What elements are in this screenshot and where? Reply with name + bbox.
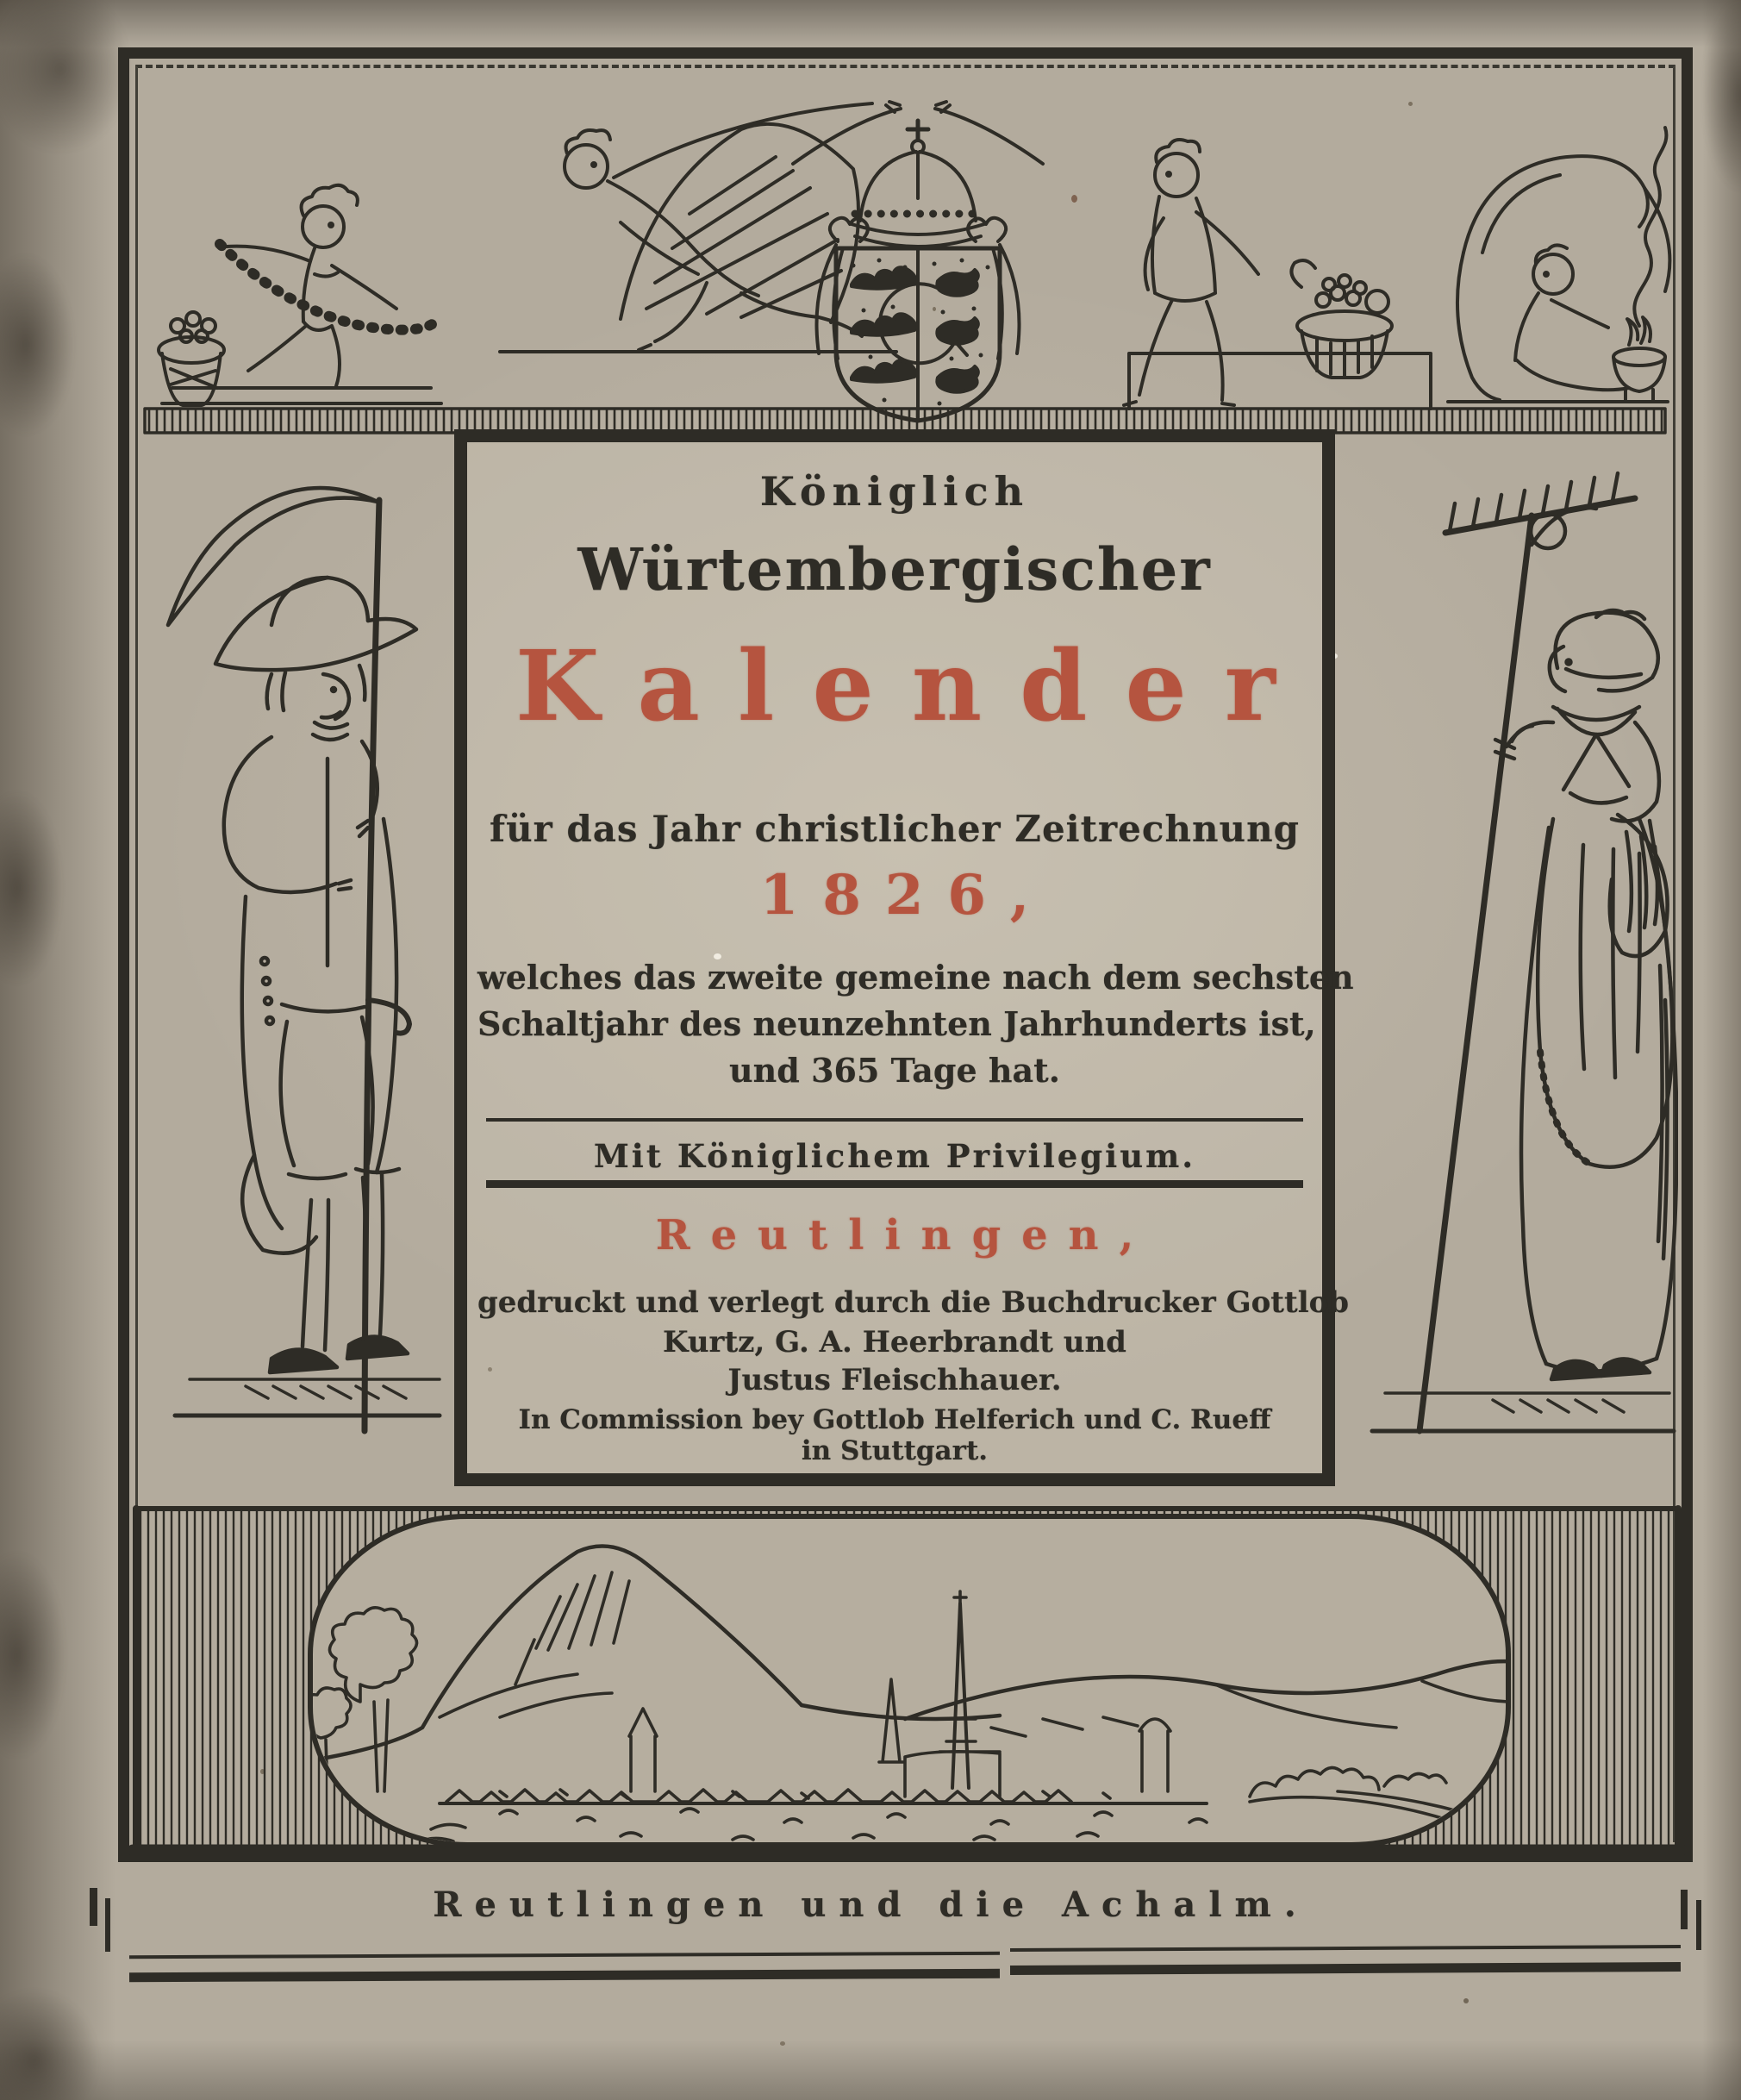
imprint-line3: Justus Fleischhauer. bbox=[727, 1363, 1062, 1397]
paper-speck bbox=[1463, 1998, 1469, 2003]
title-panel bbox=[454, 429, 1354, 1486]
imprint-line1: gedruckt und verlegt durch die Buchdrucker Gottlob bbox=[477, 1285, 1350, 1320]
spine-wear-mark bbox=[0, 759, 78, 1017]
main-title: Kalender bbox=[515, 630, 1314, 743]
mower-figure bbox=[215, 578, 416, 1372]
header-line2: Würtembergischer bbox=[577, 535, 1212, 603]
autumn-putto-illustration bbox=[1124, 140, 1431, 409]
description-line3: und 365 Tage hat. bbox=[729, 1051, 1060, 1090]
paper-speck bbox=[780, 2041, 785, 2046]
putto-hand-right bbox=[935, 102, 1043, 164]
vignette-caption: Reutlingen und die Achalm. bbox=[433, 1884, 1309, 1925]
thick-rule bbox=[486, 1180, 1303, 1188]
mower-with-scythe-illustration bbox=[142, 448, 448, 1483]
spine-wear-mark bbox=[0, 224, 90, 466]
woman-figure bbox=[1495, 610, 1676, 1379]
closing-thick-rule-right bbox=[1010, 1962, 1681, 1975]
description-line2: Schaltjahr des neunzehnten Jahrhunderts ist, bbox=[477, 1004, 1316, 1043]
commission-line2: in Stuttgart. bbox=[801, 1435, 989, 1466]
place-line: Reutlingen, bbox=[655, 1211, 1155, 1259]
frame-remnant-tick bbox=[1681, 1890, 1688, 1929]
winter-putto-illustration bbox=[1448, 128, 1669, 402]
scythe-icon bbox=[168, 488, 409, 1431]
subtitle: für das Jahr christlicher Zeitrechnung bbox=[490, 808, 1300, 850]
edge-wear-mark bbox=[1689, 0, 1741, 224]
frame-remnant-tick bbox=[105, 1898, 110, 1952]
frame-remnant-tick bbox=[90, 1888, 97, 1926]
imprint-line2: Kurtz, G. A. Heerbrandt und bbox=[663, 1325, 1126, 1359]
spring-putto-illustration bbox=[159, 185, 441, 405]
year: 1826, bbox=[759, 863, 1054, 928]
closing-thick-rule-left bbox=[129, 1969, 1000, 1982]
description-line1: welches das zweite gemeine nach dem sechsten bbox=[477, 958, 1354, 997]
peasant-woman-with-rake-illustration bbox=[1338, 448, 1678, 1483]
vignette-oval bbox=[310, 1516, 1508, 1845]
spine-wear-mark bbox=[0, 1517, 82, 1793]
header-line1: Königlich bbox=[759, 468, 1030, 515]
privilege-line: Mit Königlichem Privilegium. bbox=[593, 1137, 1196, 1175]
closing-thin-rule-left bbox=[129, 1952, 1000, 1959]
closing-thin-rule-right bbox=[1010, 1945, 1681, 1952]
corner-wear-mark bbox=[0, 1966, 121, 2100]
thin-rule bbox=[486, 1118, 1303, 1122]
commission-line1: In Commission bey Gottlob Helferich und C. Rueff bbox=[518, 1404, 1271, 1435]
frame-remnant-tick bbox=[1696, 1900, 1701, 1950]
seasons-putti-frieze-illustration bbox=[138, 67, 1672, 438]
ground-line bbox=[175, 1379, 440, 1416]
reutlingen-achalm-vignette bbox=[129, 1502, 1685, 1857]
